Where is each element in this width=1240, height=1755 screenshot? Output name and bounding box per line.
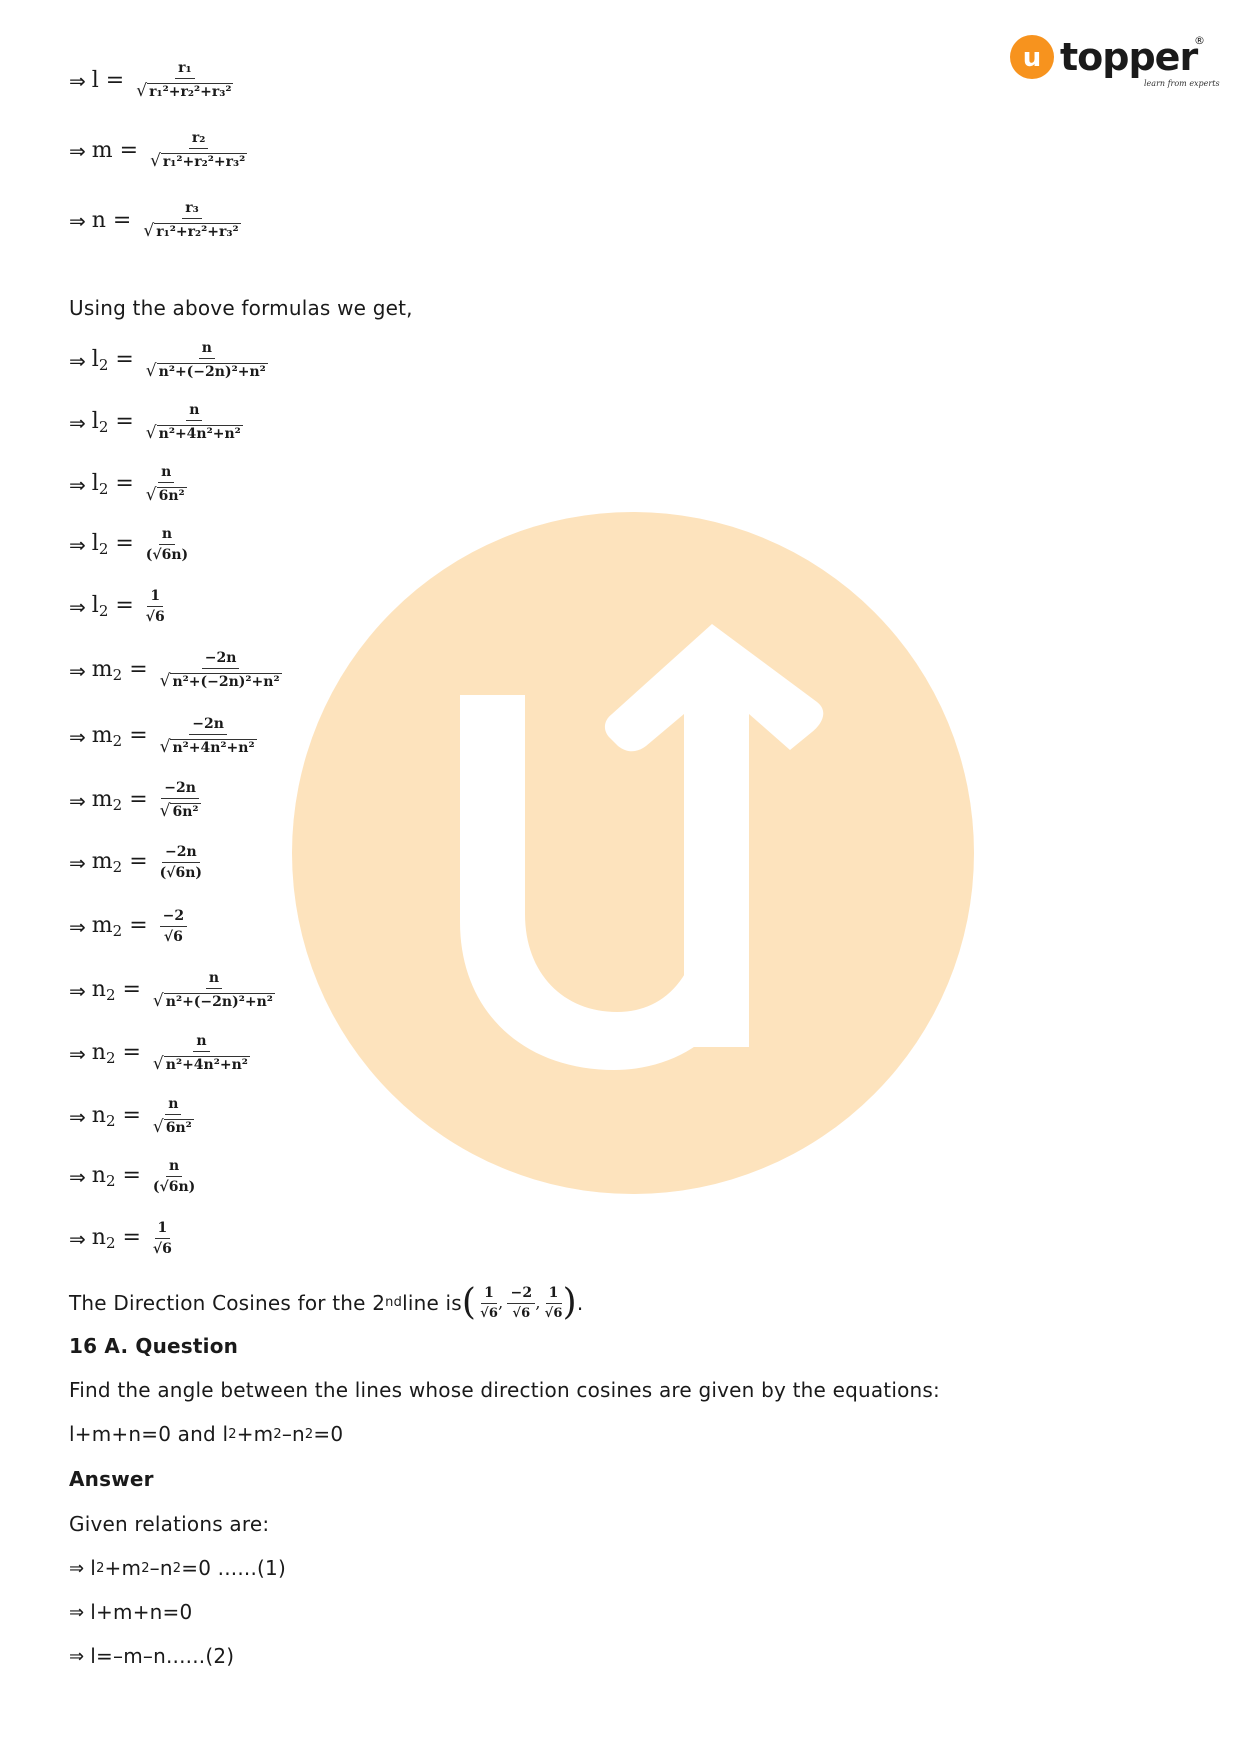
m2-step-3 <box>69 780 201 821</box>
fraction-numerator: 1 <box>147 588 163 607</box>
implies-arrow: ⇒ <box>69 1226 86 1251</box>
variable: l <box>91 593 99 618</box>
implies-arrow: ⇒ <box>69 532 86 557</box>
subscript: 2 <box>112 858 123 876</box>
dc-fraction-3 <box>545 1285 563 1321</box>
formula-n-math <box>92 200 241 241</box>
fraction-denominator: √ n²+(−2n)²+n² <box>159 671 280 691</box>
denominator-value: √6 <box>163 929 183 945</box>
implies-arrow: ⇒ <box>69 788 86 813</box>
radicand: n²+(−2n)²+n² <box>165 994 273 1010</box>
formula-l-lhs: l = <box>91 68 125 93</box>
fraction <box>146 402 243 443</box>
step-lhs <box>92 347 134 374</box>
implies-arrow: ⇒ <box>69 208 86 233</box>
implies-arrow: ⇒ <box>69 1164 86 1189</box>
formula-l <box>69 60 233 101</box>
n2-step-2 <box>69 1033 250 1074</box>
subscript: 2 <box>112 796 123 814</box>
subscript: 2 <box>105 986 116 1004</box>
implies-arrow: ⇒ <box>69 138 86 163</box>
dc-text-before: The Direction Cosines for the 2 <box>69 1290 386 1315</box>
eq-part: =0 <box>313 1422 344 1446</box>
step-lhs <box>92 409 134 436</box>
fraction <box>146 526 188 563</box>
step-lhs <box>92 1163 141 1190</box>
fraction <box>153 1158 195 1195</box>
radicand: n²+(−2n)²+n² <box>158 364 266 380</box>
n2-step-3 <box>69 1096 194 1137</box>
fraction-denominator <box>146 607 165 625</box>
step-math <box>92 780 201 821</box>
logo-badge-letter: u <box>1022 43 1042 73</box>
subscript: 2 <box>105 1172 116 1190</box>
fraction-denominator: √ 6n² <box>159 801 199 821</box>
eq-part: –n <box>149 1556 173 1580</box>
step-lhs <box>92 593 134 620</box>
formula-m-lhs: m = <box>91 138 139 163</box>
step-math <box>92 402 243 443</box>
question-equation <box>69 1422 343 1446</box>
fraction-denominator <box>146 545 188 563</box>
variable: m <box>91 787 113 812</box>
denominator-value: √6 <box>152 1241 172 1257</box>
m2-step-1 <box>69 650 282 691</box>
fraction <box>160 716 257 757</box>
step-lhs <box>92 977 141 1004</box>
answer-line-1 <box>69 1556 286 1580</box>
fraction <box>150 130 247 171</box>
radicand: n²+4n²+n² <box>165 1057 248 1073</box>
implies-arrow: ⇒ <box>69 410 86 435</box>
fraction-denominator: √ n²+4n²+n² <box>159 737 255 757</box>
eq-sup: 2 <box>96 1560 105 1576</box>
equals-sign: = <box>122 977 141 1002</box>
equals-sign: = <box>115 471 134 496</box>
implies-arrow: ⇒ <box>69 1645 85 1667</box>
step-math <box>92 908 187 945</box>
fraction <box>146 588 165 625</box>
fraction <box>153 1033 250 1074</box>
radicand: n²+(−2n)²+n² <box>172 674 280 690</box>
fraction-numerator: r₂ <box>189 130 209 149</box>
fraction-numerator: n <box>159 526 175 545</box>
eq-part: =0 ......(1) <box>181 1556 286 1580</box>
eq-part: +m <box>236 1422 274 1446</box>
fraction-numerator: n <box>206 970 222 989</box>
dc-fractions <box>476 1285 562 1321</box>
fraction-numerator: −2n <box>162 844 200 863</box>
implies-arrow: ⇒ <box>69 978 86 1003</box>
subscript: 2 <box>98 480 109 498</box>
fraction <box>160 650 282 691</box>
fraction-denominator: √ 6n² <box>152 1117 192 1137</box>
step-math <box>92 844 202 881</box>
eq-sup: 2 <box>228 1426 237 1442</box>
variable: l <box>91 409 99 434</box>
denominator-value: (√6n) <box>152 1179 196 1195</box>
fraction-numerator: n <box>165 1096 181 1115</box>
step-lhs <box>92 723 148 750</box>
fraction <box>143 200 240 241</box>
implies-arrow: ⇒ <box>69 348 86 373</box>
answer-line-2 <box>69 1600 192 1624</box>
step-lhs <box>92 913 148 940</box>
n2-step-5 <box>69 1220 172 1257</box>
step-math <box>92 464 187 505</box>
denominator-value: (√6n) <box>145 547 189 563</box>
n2-step-4 <box>69 1158 195 1195</box>
equals-sign: = <box>122 1225 141 1250</box>
fraction-numerator: n <box>193 1033 209 1052</box>
fraction <box>160 908 187 945</box>
dc-text-after: line is <box>402 1290 462 1315</box>
fraction <box>160 780 201 821</box>
step-math <box>92 1096 194 1137</box>
using-formulas-text: Using the above formulas we get, <box>69 296 413 320</box>
m2-step-4 <box>69 844 202 881</box>
subscript: 2 <box>98 540 109 558</box>
watermark-circle <box>292 512 974 1194</box>
variable: m <box>91 849 113 874</box>
fraction-numerator: r₃ <box>182 200 202 219</box>
fraction-numerator: 1 <box>481 1285 497 1304</box>
dc-text-end: . <box>576 1290 584 1315</box>
step-math <box>92 1033 250 1074</box>
step-lhs <box>92 1040 141 1067</box>
fraction-numerator: r₁ <box>175 60 195 79</box>
variable: n <box>91 1040 106 1065</box>
answer-title: Answer <box>69 1467 154 1491</box>
fraction-denominator: √6 <box>512 1305 531 1321</box>
implies-arrow: ⇒ <box>69 1104 86 1129</box>
comma: , <box>535 1293 541 1312</box>
formula-m <box>69 130 247 171</box>
step-math <box>92 588 165 625</box>
eq-sup: 2 <box>141 1560 150 1576</box>
equals-sign: = <box>129 723 148 748</box>
fraction-numerator: −2 <box>507 1285 535 1304</box>
comma: , <box>498 1293 504 1312</box>
fraction-numerator: 1 <box>546 1285 562 1304</box>
variable: l <box>91 531 99 556</box>
fraction <box>146 340 268 381</box>
variable: l <box>91 471 99 496</box>
fraction-denominator: √ r₁²+r₂²+r₃² <box>136 81 232 101</box>
paren-right: ) <box>562 1282 577 1323</box>
denominator-value: (√6n) <box>159 865 202 881</box>
subscript: 2 <box>98 418 109 436</box>
subscript: 2 <box>112 666 123 684</box>
equals-sign: = <box>129 913 148 938</box>
fraction-numerator: n <box>186 402 202 421</box>
dc-vector <box>462 1282 577 1323</box>
dc-text-sup: nd <box>385 1295 403 1310</box>
fraction-numerator: n <box>166 1158 182 1177</box>
fraction-denominator <box>164 927 183 945</box>
fraction-numerator: −2n <box>161 780 199 799</box>
dc-fraction-2 <box>507 1285 535 1321</box>
step-lhs <box>92 471 134 498</box>
implies-arrow: ⇒ <box>69 914 86 939</box>
fraction-denominator: √ r₁²+r₂²+r₃² <box>150 151 246 171</box>
implies-arrow: ⇒ <box>69 1601 85 1623</box>
logo-text: topper <box>1060 35 1198 79</box>
question-title: 16 A. Question <box>69 1334 239 1358</box>
step-lhs <box>92 849 148 876</box>
equals-sign: = <box>115 409 134 434</box>
step-lhs <box>92 531 134 558</box>
eq-part: l+m+n=0 and l <box>69 1422 229 1446</box>
question-text: Find the angle between the lines whose direction cosines are given by the equations: <box>69 1378 940 1402</box>
variable: l <box>91 347 99 372</box>
fraction <box>153 1096 194 1137</box>
fraction-denominator: √6 <box>544 1305 563 1321</box>
fraction-denominator <box>160 863 202 881</box>
radicand: r₁²+r₂²+r₃² <box>156 224 239 240</box>
fraction-denominator: √ n²+4n²+n² <box>145 423 241 443</box>
variable: n <box>91 1103 106 1128</box>
eq-sup: 2 <box>304 1426 314 1442</box>
logo-registered-mark: ® <box>1194 34 1205 47</box>
logo-tagline: learn from experts <box>1144 79 1220 88</box>
implies-arrow: ⇒ <box>69 594 86 619</box>
subscript: 2 <box>112 732 123 750</box>
equals-sign: = <box>122 1163 141 1188</box>
formula-m-math <box>92 130 248 171</box>
fraction-denominator: √ n²+(−2n)²+n² <box>152 991 273 1011</box>
subscript: 2 <box>105 1112 116 1130</box>
step-lhs <box>92 1103 141 1130</box>
m2-step-5 <box>69 908 187 945</box>
step-math <box>92 716 257 757</box>
equals-sign: = <box>122 1040 141 1065</box>
implies-arrow: ⇒ <box>69 724 86 749</box>
direction-cosines-line <box>69 1282 583 1323</box>
radicand: 6n² <box>172 804 199 820</box>
subscript: 2 <box>98 356 109 374</box>
paren-left: ( <box>461 1282 477 1323</box>
l2-step-4 <box>69 526 188 563</box>
step-math <box>92 650 282 691</box>
step-math <box>92 970 275 1011</box>
formula-l-math <box>92 60 234 101</box>
variable: m <box>91 657 113 682</box>
l2-step-1 <box>69 340 268 381</box>
variable: m <box>91 913 113 938</box>
m2-step-2 <box>69 716 257 757</box>
implies-arrow: ⇒ <box>69 68 86 93</box>
fraction <box>146 464 187 505</box>
watermark-logo <box>292 512 974 1194</box>
equals-sign: = <box>115 593 134 618</box>
equals-sign: = <box>129 657 148 682</box>
radicand: n²+4n²+n² <box>172 740 255 756</box>
eq-part: –n <box>281 1422 305 1446</box>
step-lhs <box>92 1225 141 1252</box>
implies-arrow: ⇒ <box>69 658 86 683</box>
radicand: r₁²+r₂²+r₃² <box>162 154 246 170</box>
subscript: 2 <box>98 602 109 620</box>
fraction-numerator: n <box>158 464 174 483</box>
fraction-denominator <box>153 1177 195 1195</box>
radicand: n²+4n²+n² <box>158 426 241 442</box>
eq-sup: 2 <box>273 1426 282 1442</box>
equals-sign: = <box>129 787 148 812</box>
eq-part: l <box>90 1556 97 1580</box>
answer-line-3 <box>69 1644 234 1668</box>
implies-arrow: ⇒ <box>69 1557 85 1579</box>
eq-text: l+m+n=0 <box>90 1600 193 1624</box>
implies-arrow: ⇒ <box>69 472 86 497</box>
topper-logo <box>1008 30 1220 92</box>
fraction-numerator: −2n <box>189 716 227 735</box>
subscript: 2 <box>105 1234 116 1252</box>
equals-sign: = <box>115 347 134 372</box>
variable: n <box>91 1225 106 1250</box>
formula-n-lhs: n = <box>91 208 132 233</box>
equals-sign: = <box>115 531 134 556</box>
fraction-denominator: √ 6n² <box>145 485 185 505</box>
fraction-denominator: √6 <box>480 1305 499 1321</box>
eq-part: +m <box>104 1556 142 1580</box>
radicand: 6n² <box>158 488 185 504</box>
step-math <box>92 526 188 563</box>
fraction-denominator <box>153 1239 172 1257</box>
variable: n <box>91 1163 106 1188</box>
eq-sup: 2 <box>172 1560 182 1576</box>
fraction <box>153 1220 172 1257</box>
fraction-numerator: −2 <box>160 908 187 927</box>
equals-sign: = <box>129 849 148 874</box>
fraction-numerator: n <box>199 340 215 359</box>
variable: m <box>91 723 113 748</box>
answer-given: Given relations are: <box>69 1512 270 1536</box>
eq-text: l=–m–n......(2) <box>90 1644 235 1668</box>
denominator-value: √6 <box>145 609 165 625</box>
step-lhs <box>92 787 148 814</box>
fraction-denominator: √ n²+4n²+n² <box>152 1054 248 1074</box>
implies-arrow: ⇒ <box>69 1041 86 1066</box>
step-math <box>92 1220 172 1257</box>
fraction-denominator: √ n²+(−2n)²+n² <box>145 361 266 381</box>
step-math <box>92 340 268 381</box>
step-math <box>92 1158 196 1195</box>
radicand: r₁²+r₂²+r₃² <box>149 84 232 100</box>
fraction-numerator: −2n <box>202 650 240 669</box>
l2-step-5 <box>69 588 165 625</box>
fraction <box>136 60 233 101</box>
n2-step-1 <box>69 970 275 1011</box>
dc-fraction-1 <box>480 1285 498 1321</box>
fraction <box>160 844 202 881</box>
formula-n <box>69 200 241 241</box>
radicand: 6n² <box>165 1120 192 1136</box>
subscript: 2 <box>105 1049 116 1067</box>
step-lhs <box>92 657 148 684</box>
subscript: 2 <box>112 922 123 940</box>
fraction-numerator: 1 <box>155 1220 171 1239</box>
l2-step-2 <box>69 402 243 443</box>
variable: n <box>91 977 106 1002</box>
implies-arrow: ⇒ <box>69 850 86 875</box>
l2-step-3 <box>69 464 187 505</box>
equals-sign: = <box>122 1103 141 1128</box>
fraction-denominator: √ r₁²+r₂²+r₃² <box>143 221 239 241</box>
fraction <box>153 970 275 1011</box>
